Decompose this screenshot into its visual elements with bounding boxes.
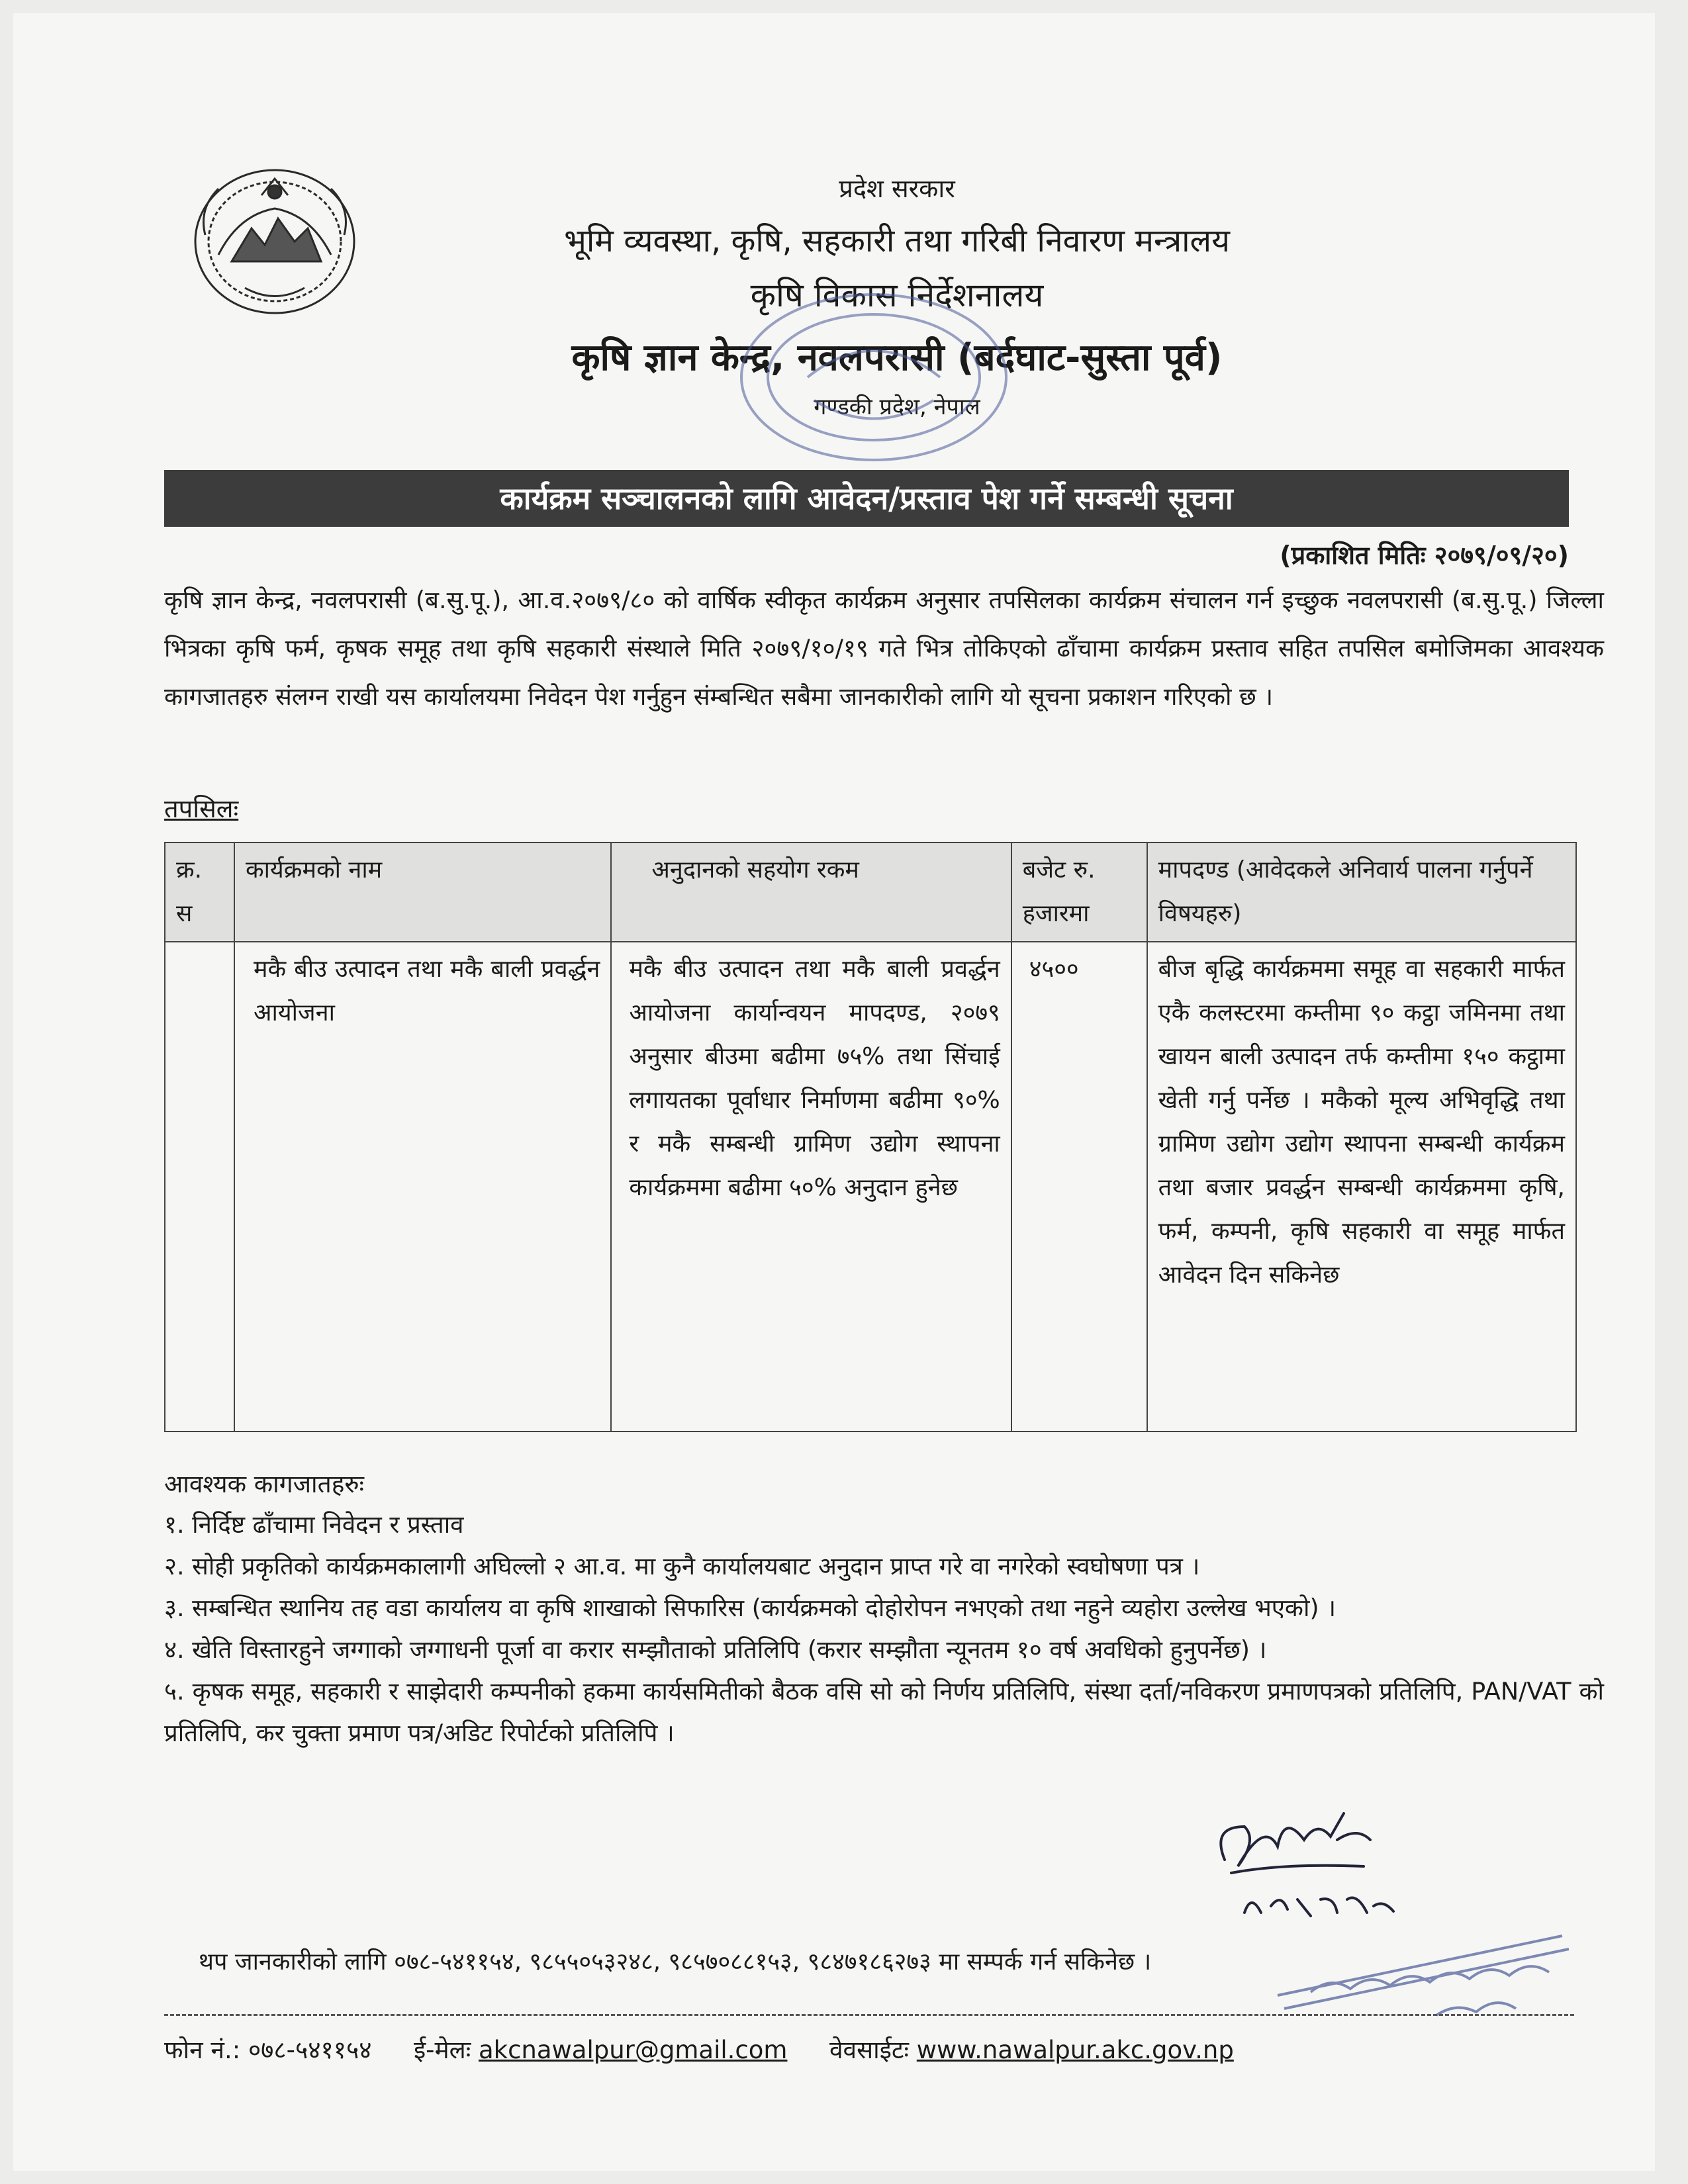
header-grant-amount: अनुदानको सहयोग रकम [611, 842, 1011, 942]
header-criteria: मापदण्ड (आवेदकले अनिवार्य पालना गर्नुपर्ने विषयहरु) [1147, 842, 1576, 942]
cell-criteria: बीज बृद्धि कार्यक्रममा समूह वा सहकारी मार्फत एकै कलस्टरमा कम्तीमा ९० कट्ठा जमिनमा तथा खायन बाली उत्पादन तर्फ कम्तीमा १५० कट्ठामा खेती गर्नु पर्नेछ । मकैको मूल्य अभिवृद्धि तथा ग्रामिण उद्योग उद्योग स्थापना सम्बन्धी कार्यक्रम तथा बजार प्रवर्द्धन सम्बन्धी कार्यक्रममा कृषि, फर्म, कम्पनी, कृषि सहकारी वा समूह मार्फत आवेदन दिन सकिनेछ [1147, 942, 1576, 1432]
cell-program-name: मकै बीउ उत्पादन तथा मकै बाली प्रवर्द्धन आयोजना [234, 942, 611, 1432]
header-program-name: कार्यक्रमको नाम [234, 842, 611, 942]
office-stamp-icon [728, 285, 1019, 470]
table-row [165, 942, 1576, 1432]
documents-title: आवश्यक कागजातहरुः [164, 1470, 364, 1498]
cell-budget: ४५०० [1011, 942, 1147, 1432]
program-table [164, 842, 1577, 1432]
header-province: प्रदेश सरकार [839, 174, 955, 203]
schedule-label: तपसिलः [164, 794, 239, 823]
header-office: कृषि ज्ञान केन्द्र, नवलपरासी (बर्दघाट-सुस्ता पूर्व) [571, 336, 1223, 379]
documents-list [164, 1504, 1604, 1754]
list-item: ३. सम्बन्धित स्थानिय तह वडा कार्यालय वा कृषि शाखाको सिफारिस (कार्यक्रमको दोहोरोपन नभएको तथा नहुने व्यहोरा उल्लेख भएको) । [164, 1594, 1336, 1622]
notice-title-banner: कार्यक्रम सञ्चालनको लागि आवेदन/प्रस्ताव पेश गर्ने सम्बन्धी सूचना [164, 470, 1569, 527]
header-budget: बजेट रु. हजारमा [1011, 842, 1147, 942]
footer-contacts [164, 2032, 1234, 2066]
official-name-stamp-icon [1271, 1923, 1582, 2022]
website-link[interactable]: www.nawalpur.akc.gov.np [916, 2036, 1234, 2064]
header-ministry: भूमि व्यवस्था, कृषि, सहकारी तथा गरिबी निवारण मन्त्रालय [564, 222, 1230, 259]
email-link[interactable]: akcnawalpur@gmail.com [478, 2036, 788, 2064]
list-item: २. सोही प्रकृतिको कार्यक्रमकालागी अघिल्लो २ आ.व. मा कुनै कार्यालयबाट अनुदान प्राप्त गरे वा नगरेको स्वघोषणा पत्र । [164, 1552, 1200, 1580]
footer-divider [164, 2014, 1574, 2016]
cell-grant: मकै बीउ उत्पादन तथा मकै बाली प्रवर्द्धन आयोजना कार्यान्वयन मापदण्ड, २०७९ अनुसार बीउमा बढीमा ७५% तथा सिंचाई लगायतका पूर्वाधार निर्माणमा बढीमा ९०% र मकै सम्बन्धी ग्रामिण उद्योग स्थापना कार्यक्रममा बढीमा ५०% अनुदान हुनेछ [611, 942, 1011, 1432]
list-item: ४. खेति विस्तारहुने जग्गाको जग्गाधनी पूर्जा वा करार सम्झौताको प्रतिलिपि (करार सम्झौता न्यूनतम १० वर्ष अवधिको हुनुपर्नेछ) । [164, 1635, 1267, 1664]
list-item: १. निर्दिष्ट ढाँचामा निवेदन र प्रस्ताव [164, 1510, 464, 1539]
phone-label: फोन नं.: [164, 2036, 241, 2064]
phone-number: ०७८-५४११५४ [248, 2036, 372, 2064]
email-label: ई-मेलः [413, 2036, 471, 2064]
header-directorate: कृषि विकास निर्देशनालय [750, 276, 1044, 314]
header-province-name: गण्डकी प्रदेश, नेपाल [814, 394, 980, 420]
handwritten-signature-icon [1205, 1800, 1443, 1933]
website-label: वेवसाईटः [829, 2036, 910, 2064]
list-item: ५. कृषक समूह, सहकारी र साझेदारी कम्पनीको हकमा कार्यसमितीको बैठक वसि सो को निर्णय प्रतिलिपि, संस्था दर्ता/नविकरण प्रमाणपत्रको प्रतिलिपि, PAN/VAT को प्रतिलिपि, कर चुक्ता प्रमाण पत्र/अडिट रिपोर्टको प्रतिलिपि । [164, 1677, 1604, 1747]
table-header-row [165, 842, 1576, 942]
cell-serial [165, 942, 234, 1432]
published-date: (प्रकाशित मितिः २०७९/०९/२०) [1280, 541, 1569, 570]
contact-line: थप जानकारीको लागि ०७८-५४११५४, ९८५५०५३२४८, ९८५७०८८१५३, ९८४७१८६२७३ मा सम्पर्क गर्न सकिनेछ । [199, 1948, 1152, 1976]
intro-paragraph: कृषि ज्ञान केन्द्र, नवलपरासी (ब.सु.पू.), आ.व.२०७९/८० को वार्षिक स्वीकृत कार्यक्रम अनुसार तपसिलका कार्यक्रम संचालन गर्न इच्छुक नवलपरासी (ब.सु.पू.) जिल्ला भित्रका कृषि फर्म, कृषक समूह तथा कृषि सहकारी संस्थाले मिति २०७९/१०/१९ गते भित्र तोकिएको ढाँचामा कार्यक्रम प्रस्ताव सहित तपसिल बमोजिमका आवश्यक कागजातहरु संलग्न राखी यस कार्यालयमा निवेदन पेश गर्नुहुन संम्बन्धित सबैमा जानकारीको लागि यो सूचना प्रकाशन गरिएको छ । [164, 586, 1604, 711]
header-serial: क्र. स [165, 842, 234, 942]
